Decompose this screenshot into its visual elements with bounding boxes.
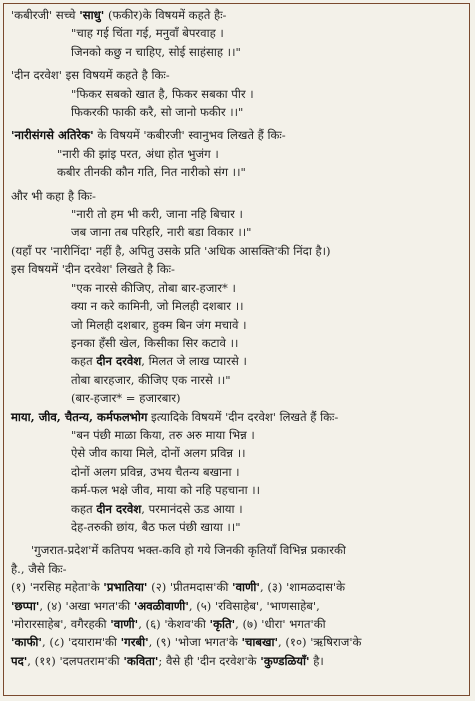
text-line: [7, 43, 467, 61]
bold-text: 'कुण्डळियाँ': [260, 653, 310, 668]
text-line: [7, 444, 467, 462]
text-run: 'मोरारसाहेब', वगैरहकी: [11, 617, 111, 631]
text-run: , (३) 'शामळदास'के: [259, 580, 346, 595]
text-line: [7, 223, 467, 241]
text-run: जिनको कछु न चाहिए, सोई साहंसाह ।।": [71, 44, 241, 59]
text-line: [7, 6, 467, 24]
text-line: [7, 85, 467, 103]
text-run: , मिलत जे लाख प्यारसे ।: [141, 354, 247, 369]
text-run: , (६) 'केशव'की: [138, 617, 210, 631]
text-line: [7, 126, 467, 144]
text-run: तोबा बारहजार, कीजिए एक नारसे ।।": [71, 372, 231, 387]
text-run: क्या न करे कामिनी, जो मिलही दशबार ।।: [71, 299, 244, 314]
text-run: जब जाना तब परिहरि, नारी बडा विकार ।।": [71, 225, 252, 240]
text-run: ; वैसे ही 'दीन दरवेश'के: [158, 653, 261, 668]
text-run: "नारी की झांइ परत, अंधा होत भुजंग ।: [57, 146, 219, 161]
text-run: इनका हँसी खेल, किसीका सिर कटावे ।।: [71, 335, 239, 350]
text-run: कहत: [71, 501, 97, 516]
text-run: (बार-हजार* = हजारबार): [71, 391, 181, 406]
text-run: कबीर तीनकी कौन गति, नित नारीको संग ।।": [57, 165, 246, 180]
text-run: जो मिलही दशबार, हुक्म बिन जंग मचावे ।: [71, 317, 247, 332]
text-line: [7, 597, 467, 615]
bold-text: 'अवळीवाणी': [133, 598, 189, 613]
text-line: [7, 560, 467, 578]
text-run: , (७) 'धीरा' भगत'की: [235, 617, 326, 631]
text-line: [7, 426, 467, 444]
text-line: [7, 371, 467, 389]
text-run: इस विषयमें 'दीन दरवेश' लिखते है किः-: [11, 262, 175, 277]
text-line: [7, 279, 467, 297]
text-run: ऐसे जीव काया मिले, दोनों अलग प्रविन्न ।।: [71, 446, 246, 461]
text-run: कर्म-फल भक्षे जीव, माया को नहि पहचाना ।।: [71, 483, 261, 498]
text-line: [7, 260, 467, 278]
bold-text: 'नारीसंगसे अतिरेक': [11, 128, 94, 143]
bold-text: 'प्रभातिया': [103, 580, 148, 595]
text-run: (१) 'नरसिह महेता'के: [11, 580, 104, 595]
text-line: [7, 615, 467, 633]
text-line: [7, 578, 467, 596]
text-run: "चाह गई चिंता गई, मनुवाँ बेपरवाह ।: [71, 26, 224, 41]
text-run: "फिकर सबको खात है, फिकर सबका पीर ।: [71, 86, 254, 101]
text-line: [7, 187, 467, 205]
text-run: "नारी तो हम भी करी, जाना नहि बिचार ।: [71, 207, 243, 222]
text-line: [7, 103, 467, 121]
bold-text: दीन दरवेश: [96, 354, 142, 369]
text-run: है., जैसे किः-: [11, 561, 67, 576]
bold-text: 'साधु': [79, 8, 105, 22]
text-run: के विषयमें 'कबीरजी' स्वानुभव लिखते हैं किः-: [93, 128, 286, 143]
text-run: "बन पंछी माळा किया, तरु अरु माया भिन्न ।: [71, 427, 255, 442]
text-run: , (९) 'भोजा भगत'के: [148, 635, 242, 650]
text-line: [7, 316, 467, 334]
text-run: इत्यादिके विषयमें 'दीन दरवेश' लिखते हैं किः-: [147, 409, 339, 424]
text-run: , (१०) 'ऋषिराज'के: [278, 635, 362, 650]
text-run: (यहाँ पर 'नारीनिंदा' नहीं है, अपितु उसके प्रति 'अधिक आसक्ति'की निंदा है।): [11, 243, 331, 258]
text-line: [7, 481, 467, 499]
text-run: फिकरकी फाकी करै, सो जानो फकीर ।।": [71, 105, 244, 120]
text-run: (२) 'प्रीतमदास'की: [147, 580, 233, 595]
text-run: है।: [309, 653, 324, 668]
text-run: कहत: [71, 354, 97, 369]
text-line: [7, 334, 467, 352]
text-line: [7, 297, 467, 315]
text-run: , (५) 'रविसाहेब', 'भाणसाहेब',: [188, 598, 320, 613]
text-line: [7, 242, 467, 260]
text-line: [7, 500, 467, 518]
text-line: [7, 463, 467, 481]
text-line: [7, 66, 467, 84]
bold-text: 'वाणी': [232, 580, 260, 595]
text-run: , परमानंदसे ऊड आया ।: [141, 501, 243, 516]
text-line: [7, 145, 467, 163]
text-line: [7, 408, 467, 426]
bold-text: माया, जीव, चैतन्य, कर्मफलभोग: [11, 409, 148, 424]
text-line: [7, 541, 467, 559]
text-run: , (८) 'दयाराम'की: [41, 635, 121, 650]
text-run: दोनों अलग प्रविन्न, उभय चैतन्य बखाना ।: [71, 464, 240, 479]
bold-text: 'चाबखा': [241, 635, 279, 650]
text-line: [7, 352, 467, 370]
text-run: और भी कहा है किः-: [11, 188, 96, 203]
bold-text: 'गरबी': [120, 635, 149, 650]
text-line: [7, 205, 467, 223]
text-run: देह-तरुकी छांय, बैठ फल पंछी खाया ।।": [71, 519, 241, 534]
bold-text: पद': [11, 653, 28, 668]
text-run: (फकीर)के विषयमें कहते हैः-: [104, 8, 227, 22]
text-run: 'दीन दरवेश' इस विषयमें कहते है किः-: [11, 68, 170, 83]
bold-text: 'काफी': [11, 635, 42, 650]
bold-text: दीन दरवेश: [96, 501, 142, 516]
text-line: [7, 389, 467, 407]
text-line: [7, 652, 467, 670]
text-line: [7, 518, 467, 536]
bold-text: 'कृति': [209, 617, 236, 631]
text-line: [7, 24, 467, 42]
text-run: , (४) 'अखा भगत'की: [39, 598, 134, 613]
text-run: "एक नारसे कीजिए, तोबा बार-हजार* ।: [71, 280, 236, 295]
bold-text: 'वाणी': [110, 617, 139, 631]
text-run: 'गुजरात-प्रदेश'में कतिपय भक्त-कवि हो गये जिनकी कृतियाँ विभिन्न प्रकारकी: [31, 543, 346, 558]
bold-text: 'कविता': [123, 653, 159, 668]
text-line: [7, 633, 467, 651]
document-page: [7, 6, 467, 695]
text-run: , (११) 'दलपतराम'की: [27, 653, 124, 668]
text-line: [7, 163, 467, 181]
text-run: 'कबीरजी' सच्चे: [11, 8, 80, 22]
bold-text: 'छप्पा': [11, 598, 40, 613]
